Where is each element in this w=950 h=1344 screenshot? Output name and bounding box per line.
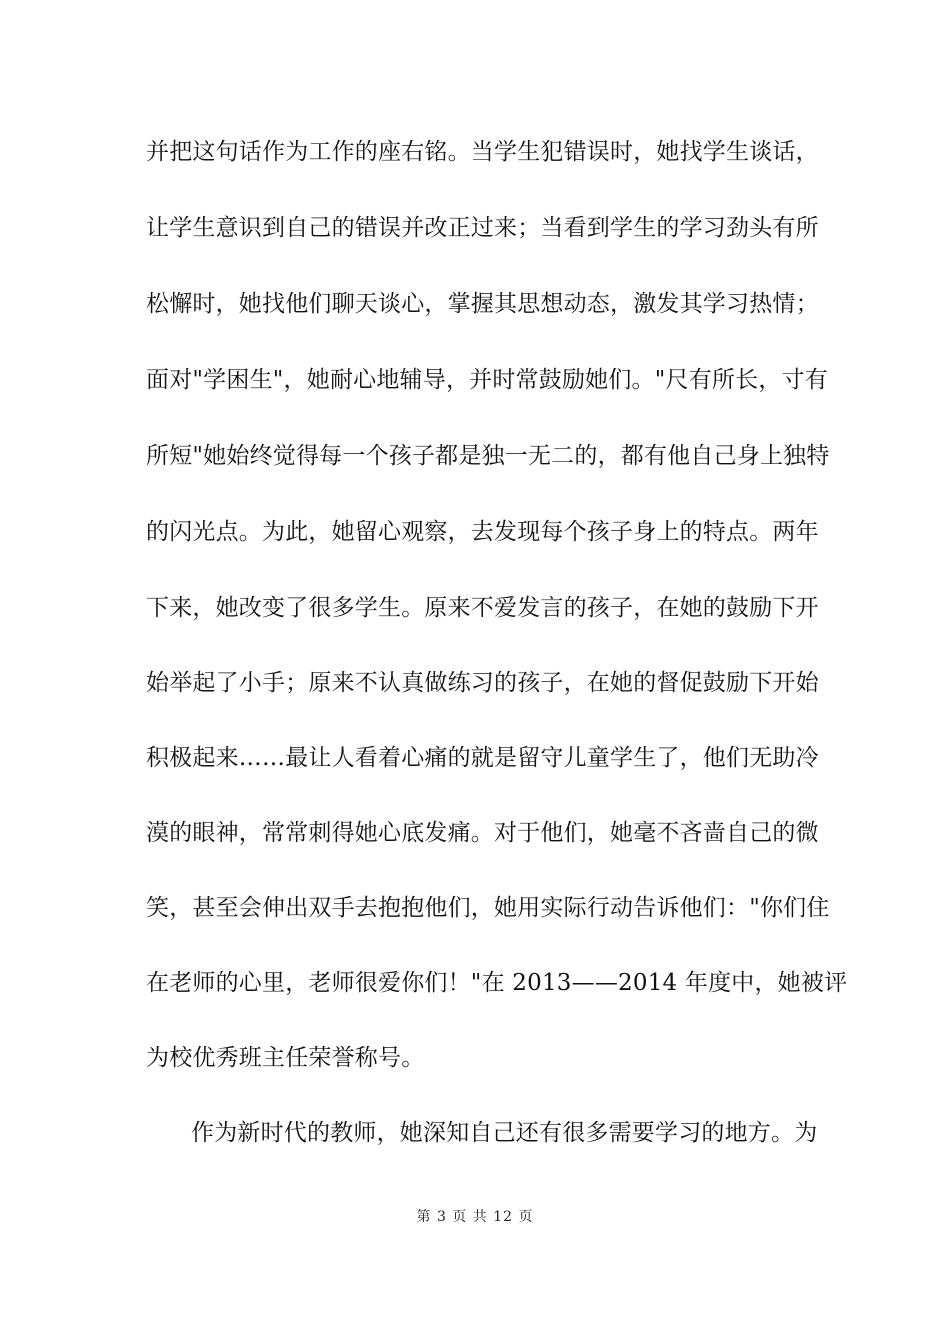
paragraph-line: 始举起了小手；原来不认真做练习的孩子，在她的督促鼓励下开始 (146, 670, 819, 696)
paragraph-line: 松懈时，她找他们聊天谈心，掌握其思想动态，激发其学习热情； (146, 291, 819, 317)
paragraph-line: 漠的眼神，常常刺得她心底发痛。对于他们，她毫不吝啬自己的微 (146, 820, 819, 846)
paragraph-line: 面对"学困生"，她耐心地辅导，并时常鼓励她们。"尺有所长，寸有 (146, 367, 828, 393)
paragraph-line: 让学生意识到自己的错误并改正过来；当看到学生的学习劲头有所 (146, 215, 819, 241)
paragraph-line: 并把这句话作为工作的座右铭。当学生犯错误时，她找学生谈话， (146, 139, 819, 165)
paragraph-line: 所短"她始终觉得每一个孩子都是独一无二的，都有他自己身上独特 (146, 443, 830, 469)
paragraph-line: 积极起来……最让人看着心痛的就是留守儿童学生了，他们无助冷 (146, 745, 819, 771)
paragraph-line: 作为新时代的教师，她深知自己还有很多需要学习的地方。为 (191, 1120, 818, 1146)
paragraph-line: 下来，她改变了很多学生。原来不爱发言的孩子，在她的鼓励下开 (146, 595, 819, 621)
paragraph-line: 的闪光点。为此，她留心观察，去发现每个孩子身上的特点。两年 (146, 519, 819, 545)
page-number-footer: 第 3 页 共 12 页 (416, 1209, 534, 1225)
paragraph-line: 在老师的心里，老师很爱你们！"在 2013——2014 年度中，她被评 (146, 970, 848, 996)
paragraph-line: 笑，甚至会伸出双手去抱抱他们，她用实际行动告诉他们："你们住 (146, 895, 830, 921)
paragraph-line: 为校优秀班主任荣誉称号。 (146, 1045, 425, 1071)
